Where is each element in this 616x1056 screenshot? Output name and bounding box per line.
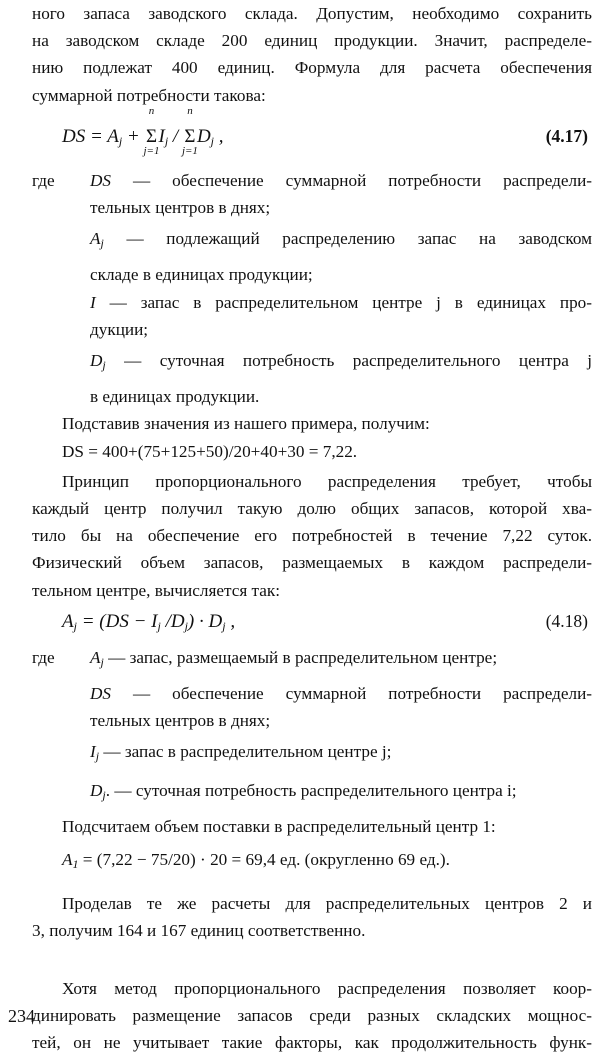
where-label: где — [32, 647, 55, 667]
text-line: динировать размещение запасов среди разных складских мощнос- — [32, 1005, 592, 1025]
sum-symbol: Σ — [145, 125, 158, 147]
definition-body: . — суточная потребность распределительного центра i; — [105, 780, 517, 800]
definition-continuation: дукции; — [90, 319, 149, 339]
definition-text — [90, 167, 592, 194]
text-line: Проделав те же расчеты для распределительных центров 2 и — [62, 894, 592, 914]
text-line: Принцип пропорционального распределения требует, чтобы — [62, 471, 592, 491]
definition-symbol: DS — [90, 684, 112, 704]
definition-body: — обеспечение суммарной потребности распредели- — [111, 170, 592, 190]
formula-body — [62, 608, 235, 640]
definition-sub: j — [100, 236, 104, 251]
definition-row — [32, 225, 592, 257]
formula-lhs: DS = A — [62, 125, 119, 147]
definitions-2 — [32, 644, 592, 809]
text-line: тельном центре, вычисляется так: — [32, 580, 281, 600]
calc-formula — [32, 846, 592, 878]
definition-sub: j — [100, 654, 104, 669]
definition-symbol: D — [90, 351, 103, 371]
definition-symbol: I — [90, 742, 96, 762]
formula-4-18 — [32, 604, 592, 644]
paragraph-mid — [32, 468, 592, 604]
definition-body: — запас в распределительном центре j; — [99, 742, 392, 762]
definition-body: — суточная потребность распределительного центра j — [105, 351, 592, 371]
text-line: тило бы на обеспечение его потребностей в течение 7,22 суток. — [32, 526, 592, 546]
formula-term-d: D — [196, 125, 211, 147]
definition-row — [32, 289, 592, 316]
calc-symbol: A — [62, 850, 73, 870]
formula-part: /D — [160, 610, 185, 632]
formula-term-i: I — [158, 125, 165, 147]
text-line: на заводском складе 200 единиц продукции. Значит, распределе- — [32, 31, 592, 51]
formula-number: (4.17) — [545, 125, 588, 146]
text-line: Физический объем запасов, размещаемых в каждом распредели- — [32, 553, 592, 573]
text-line: тей, он не учитывает такие факторы, как продолжительность функ- — [32, 1033, 592, 1053]
sum-symbol: Σ — [184, 125, 196, 147]
text-line: 3, получим 164 и 167 единиц соответственно. — [32, 921, 366, 941]
definition-symbol: A — [90, 229, 101, 249]
definition-body: — подлежащий распределению запас на заводском — [103, 229, 592, 249]
formula-sub: j — [157, 618, 161, 633]
definition-body: — обеспечение суммарной потребности распредели- — [111, 684, 592, 704]
definition-row — [32, 347, 592, 379]
sum-operator — [181, 104, 198, 157]
formula-part: A — [62, 610, 74, 632]
definition-symbol: DS — [90, 170, 112, 190]
calc-intro: Подсчитаем объем поставки в распределительный центр 1: — [62, 816, 496, 836]
formula-sub: j — [73, 618, 77, 633]
definition-row — [32, 777, 592, 809]
definition-symbol: I — [90, 292, 96, 312]
formula-sub: j — [222, 618, 226, 633]
definition-text — [90, 644, 592, 676]
formula-sub: j — [118, 133, 123, 148]
formula-sub: j — [164, 133, 169, 148]
definition-row — [32, 167, 592, 194]
calc-body: = (7,22 − 75/20) · 20 = 69,4 ед. (округленно 69 ед.). — [78, 850, 450, 870]
where-label: где — [32, 170, 55, 190]
definition-continuation: в единицах продукции. — [90, 387, 260, 407]
text-line: нию подлежат 400 единиц. Формула для расчета обеспечения — [32, 58, 592, 78]
formula-slash: / — [168, 125, 183, 147]
page-number: 234 — [8, 1006, 35, 1026]
definition-row — [32, 644, 592, 676]
formula-sub: j — [210, 133, 215, 148]
sum-operator — [143, 104, 160, 157]
definition-sub: j — [95, 749, 100, 764]
sum-lower-limit: j=1 — [181, 144, 198, 157]
definition-row — [32, 680, 592, 707]
definition-continuation: тельных центров в днях; — [90, 198, 271, 218]
formula-tail: , — [214, 125, 224, 147]
text-line: Хотя метод пропорционального распределения позволяет коор- — [62, 978, 592, 998]
formula-sub: j — [184, 618, 188, 633]
definition-row — [32, 738, 592, 770]
sum-upper-limit: n — [187, 104, 193, 117]
formula-body — [62, 104, 224, 157]
formula-plus: + — [122, 125, 145, 147]
definition-symbol: D — [90, 780, 103, 800]
paragraph-top — [32, 0, 592, 109]
paragraph-bottom — [32, 975, 592, 1056]
definition-continuation: складе в единицах продукции; — [90, 265, 313, 285]
formula-part: , — [225, 610, 236, 632]
formula-part: = (DS − I — [76, 610, 158, 632]
definition-body: — запас в распределительном центре j в единицах про- — [95, 292, 592, 312]
text-line: суммарной потребности такова: — [32, 85, 266, 105]
formula-4-17 — [32, 104, 592, 167]
definition-sub: j — [102, 787, 106, 802]
text-line: каждый центр получил такую долю общих запасов, которой хва- — [32, 499, 592, 519]
definition-sub: j — [102, 358, 106, 373]
definition-continuation: тельных центров в днях; — [90, 711, 271, 731]
paragraph-result — [32, 890, 592, 944]
definition-symbol: A — [90, 647, 101, 667]
sum-lower-limit: j=1 — [143, 144, 160, 157]
formula-number: (4.18) — [545, 610, 588, 631]
definition-body: — запас, размещаемый в распределительном центре; — [103, 647, 498, 667]
substitute-formula: DS = 400+(75+125+50)/20+40+30 = 7,22. — [62, 441, 358, 461]
substitute-intro: Подставив значения из нашего примера, получим: — [62, 414, 430, 434]
definitions-1 — [32, 167, 592, 411]
calc-sub: 1 — [72, 857, 79, 872]
formula-part: ) · D — [187, 610, 223, 632]
sum-upper-limit: n — [148, 104, 155, 117]
text-line: ного запаса заводского склада. Допустим, необходимо сохранить — [32, 4, 592, 23]
